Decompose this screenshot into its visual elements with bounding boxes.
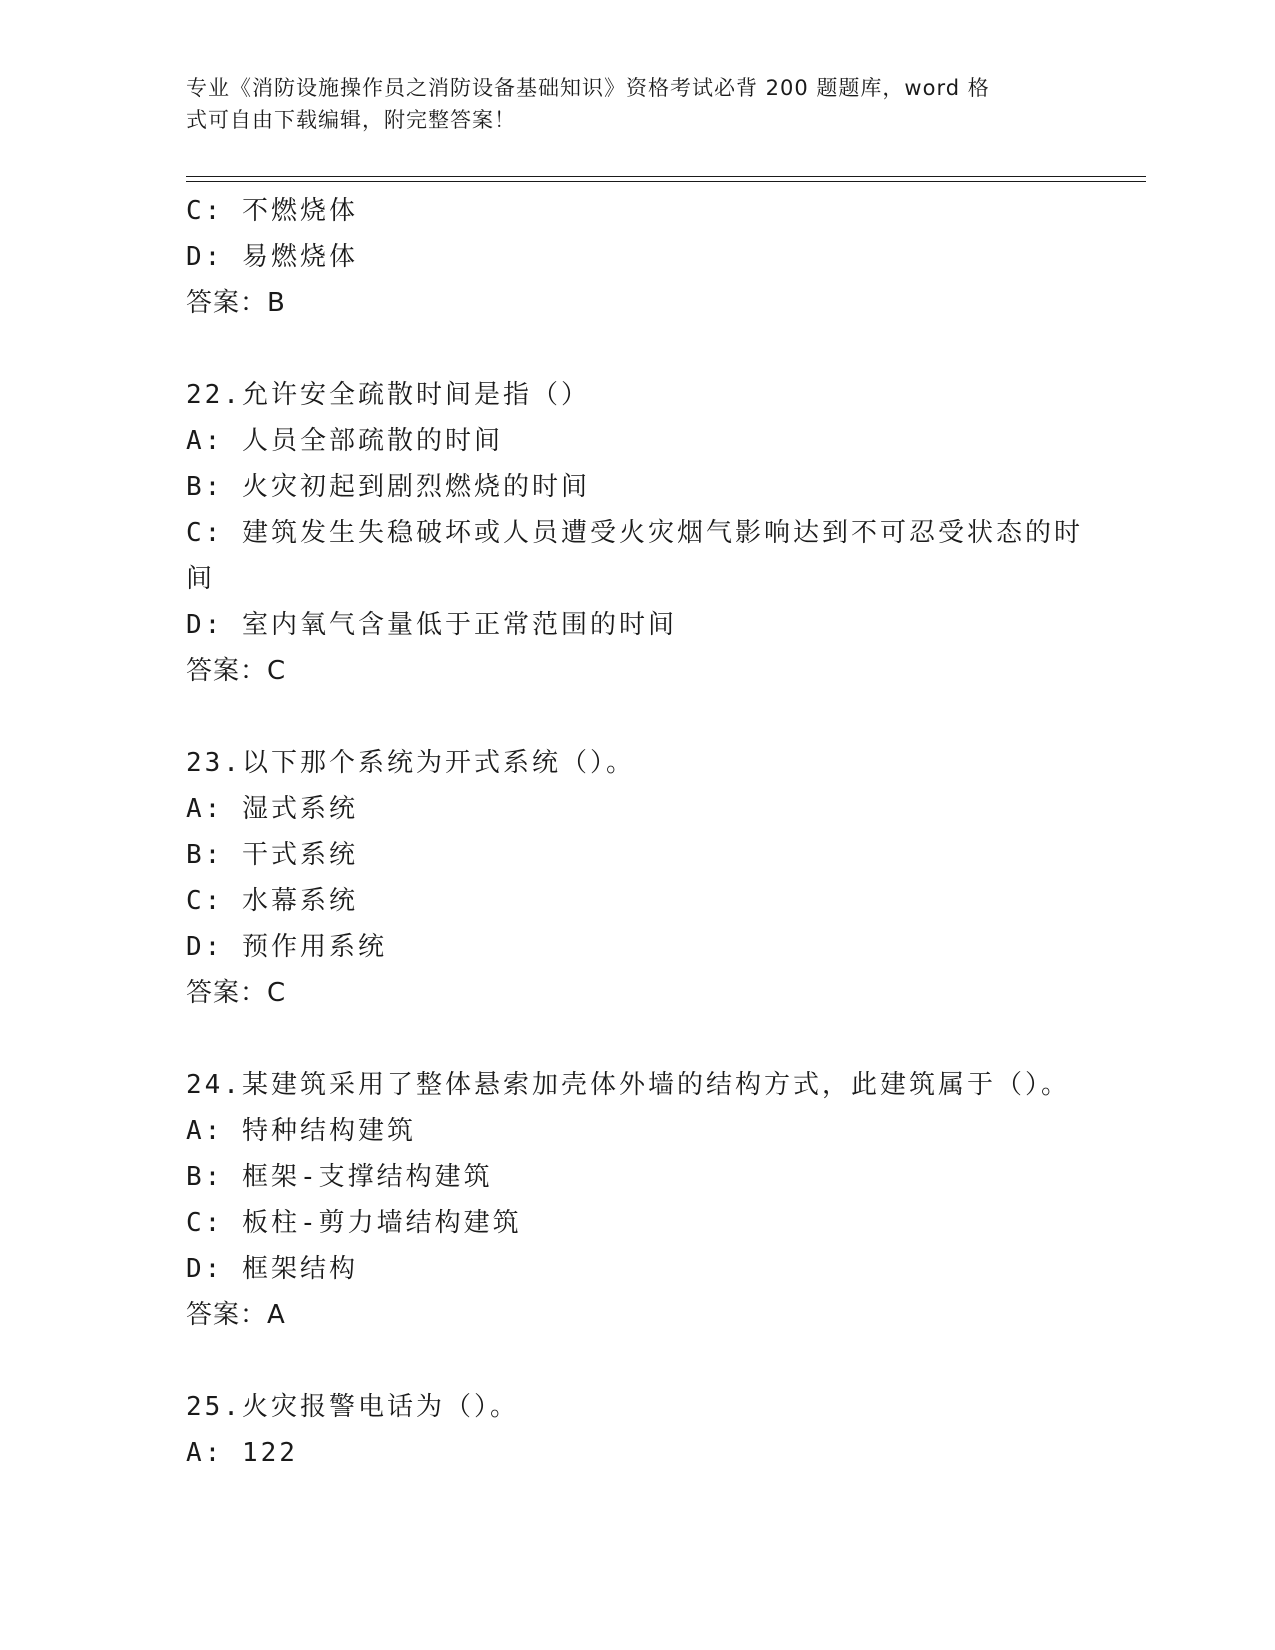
document-header — [186, 72, 1066, 136]
option-line: D: 预作用系统 — [186, 932, 387, 962]
question-24 — [186, 1062, 1086, 1338]
answer-line: 答案：C — [186, 978, 287, 1008]
option-line: C: 水幕系统 — [186, 886, 358, 916]
option-line: B: 火灾初起到剧烈燃烧的时间 — [186, 472, 590, 502]
question-22 — [186, 372, 1086, 694]
question-25 — [186, 1384, 1086, 1476]
option-line: B: 框架-支撑结构建筑 — [186, 1162, 493, 1192]
option-line: A: 122 — [186, 1438, 298, 1468]
header-rule-top — [186, 176, 1146, 177]
option-line: D: 易燃烧体 — [186, 242, 358, 272]
spacer — [186, 694, 1086, 740]
option-line: A: 湿式系统 — [186, 794, 358, 824]
question-21-continuation — [186, 188, 1086, 326]
option-line: A: 特种结构建筑 — [186, 1116, 416, 1146]
option-line: B: 干式系统 — [186, 840, 358, 870]
question-stem: 22.允许安全疏散时间是指（） — [186, 380, 590, 410]
question-stem: 24.某建筑采用了整体悬索加壳体外墙的结构方式，此建筑属于（）。 — [186, 1070, 1070, 1100]
question-list — [186, 188, 1086, 1476]
answer-line: 答案：A — [186, 1300, 286, 1330]
option-line: C: 不燃烧体 — [186, 196, 358, 226]
option-line: C: 建筑发生失稳破坏或人员遭受火灾烟气影响达到不可忍受状态的时 — [186, 518, 1083, 548]
option-line: D: 框架结构 — [186, 1254, 358, 1284]
question-stem: 25.火灾报警电话为（）。 — [186, 1392, 519, 1422]
option-line: D: 室内氧气含量低于正常范围的时间 — [186, 610, 677, 640]
question-stem: 23.以下那个系统为开式系统（）。 — [186, 748, 635, 778]
answer-line: 答案：C — [186, 656, 287, 686]
option-line: C: 板柱-剪力墙结构建筑 — [186, 1208, 522, 1238]
option-line: A: 人员全部疏散的时间 — [186, 426, 503, 456]
spacer — [186, 1338, 1086, 1384]
header-line-1: 专业《消防设施操作员之消防设备基础知识》资格考试必背 200 题题库，word 格 — [186, 76, 990, 100]
header-line-2: 式可自由下载编辑，附完整答案！ — [186, 108, 516, 132]
spacer — [186, 326, 1086, 372]
answer-line: 答案：B — [186, 288, 286, 318]
option-line-wrap: 间 — [186, 564, 216, 594]
spacer — [186, 1016, 1086, 1062]
header-rule-bottom — [186, 181, 1146, 182]
question-23 — [186, 740, 1086, 1016]
